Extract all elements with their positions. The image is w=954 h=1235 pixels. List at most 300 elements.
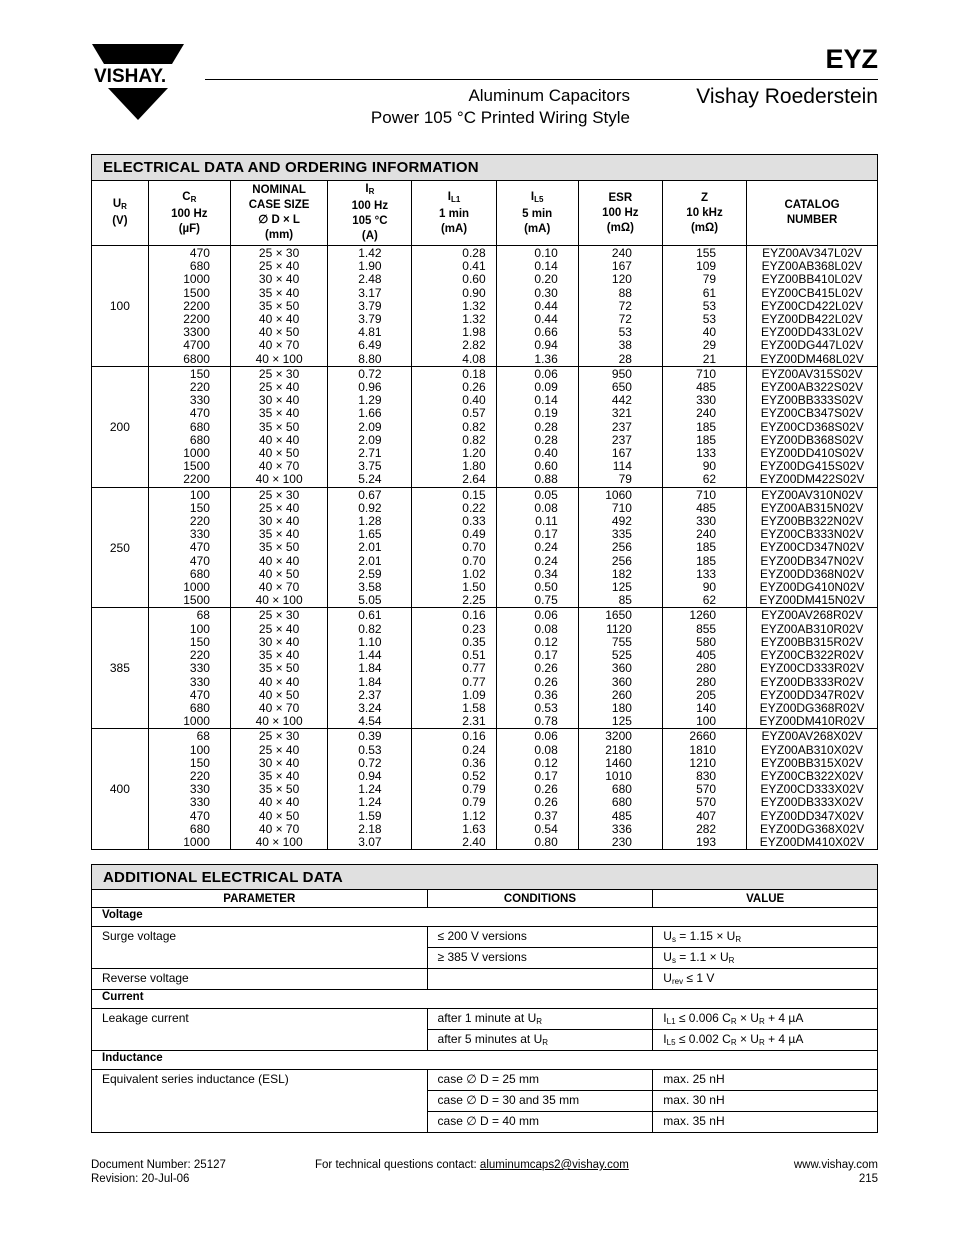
cr-values [148, 729, 230, 850]
table-cell: 0.67 [358, 487, 382, 502]
table-cell: 35 × 50 [258, 661, 300, 676]
table-cell: 90 [702, 459, 717, 474]
cond-surge-200: ≤ 200 V versions [427, 927, 653, 948]
esr-values [578, 487, 662, 608]
table-cell: 0.96 [358, 380, 382, 395]
table-cell: 492 [611, 514, 632, 529]
table-cell: 330 [189, 782, 210, 797]
z-values [662, 366, 746, 487]
table-cell: EYZ00AV315S02V [761, 366, 863, 381]
table-cell: 0.12 [534, 755, 558, 770]
table-cell: EYZ00AV268X02V [761, 729, 863, 744]
table-cell: 1.20 [462, 446, 486, 461]
col-header-ur: $U_R$ (V) [92, 181, 149, 246]
table-cell: EYZ00DD368N02V [760, 566, 865, 581]
table-cell: 30 × 40 [258, 272, 300, 287]
table-cell: 40 × 70 [258, 700, 300, 715]
cond-reverse-voltage [427, 969, 653, 990]
table-cell: 0.16 [462, 729, 486, 744]
col-header-esr: ESR 100 Hz (mΩ) [578, 181, 662, 246]
table-cell: 2.37 [358, 687, 382, 702]
table-cell: 35 × 50 [258, 419, 300, 434]
table-cell: 40 × 50 [258, 808, 300, 823]
table-cell: 220 [189, 380, 210, 395]
value-leakage-1min: $I_{L1} \le 0.006$ $C_R \times U_R + 4$ µA [653, 1009, 878, 1030]
table-cell: 4.08 [462, 351, 486, 366]
catalog-number-values [747, 729, 878, 850]
table-cell: 0.57 [462, 406, 486, 421]
table-cell: EYZ00DD347X02V [760, 808, 864, 823]
voltage-group-row [92, 366, 878, 487]
catalog-number-values [747, 608, 878, 729]
table-cell: 1500 [183, 459, 210, 474]
table-cell: 30 × 40 [258, 514, 300, 529]
table-cell: 88 [618, 285, 632, 300]
table-cell: 2.01 [358, 553, 382, 568]
table-cell: 330 [696, 514, 717, 529]
table-cell: EYZ00DM410X02V [759, 834, 865, 849]
table-cell: 1.32 [462, 298, 486, 313]
il1-values [412, 246, 496, 367]
table-cell: EYZ00DG368X02V [760, 821, 865, 836]
table-cell: 167 [611, 259, 632, 274]
table-cell: 240 [696, 406, 717, 421]
cr-values [148, 246, 230, 367]
table-cell: 30 × 40 [258, 755, 300, 770]
table-cell: 855 [696, 621, 717, 636]
table-cell: 40 × 40 [258, 312, 300, 327]
table-cell: EYZ00BB322N02V [760, 514, 864, 529]
table-cell: 150 [189, 755, 210, 770]
table-cell: EYZ00CD333R02V [760, 661, 865, 676]
table-cell: 68 [196, 729, 210, 744]
table-cell: 1.98 [462, 325, 486, 340]
param-surge-voltage: Surge voltage [92, 927, 428, 969]
table-cell: 35 × 50 [258, 298, 300, 313]
col-header-il1: $I_{L1}$ 1 min (mA) [412, 181, 496, 246]
table-cell: 0.08 [534, 500, 558, 515]
cr-values [148, 487, 230, 608]
col-header-il5: $I_{L5}$ 5 min (mA) [496, 181, 578, 246]
table-cell: 0.44 [534, 298, 558, 313]
table-cell: 407 [696, 808, 717, 823]
table-cell: 2.64 [462, 472, 486, 487]
table-cell: 0.20 [534, 272, 558, 287]
table-cell: 61 [702, 285, 717, 300]
table-cell: 53 [702, 298, 717, 313]
voltage-group-row [92, 487, 878, 608]
table-cell: 1.65 [358, 527, 382, 542]
table-cell: 0.10 [534, 246, 558, 260]
table-cell: 180 [611, 700, 632, 715]
table-cell: EYZ00AV268R02V [761, 608, 863, 623]
value-esl-30-35: max. 30 nH [653, 1091, 878, 1112]
table-cell: 0.28 [462, 246, 486, 260]
cond-leakage-1min: after 1 minute at $U_R$ [427, 1009, 653, 1030]
table-cell: 1.90 [358, 259, 382, 274]
catalog-number-values [747, 366, 878, 487]
table-cell: 0.18 [462, 366, 486, 381]
table-cell: 72 [618, 312, 632, 327]
table-cell: 185 [696, 432, 717, 447]
table-cell: 710 [611, 500, 632, 515]
table-cell: 1000 [183, 580, 210, 595]
table-cell: 35 × 40 [258, 285, 300, 300]
il1-values [412, 366, 496, 487]
param-esl: Equivalent series inductance (ESL) [92, 1070, 428, 1133]
table-cell: 0.19 [534, 406, 558, 421]
case-size-values [230, 487, 327, 608]
table-cell: 0.90 [462, 285, 486, 300]
table-cell: 3.58 [358, 580, 382, 595]
table-cell: 680 [189, 700, 210, 715]
table-cell: 0.34 [534, 566, 558, 581]
table-cell: 1.28 [358, 514, 382, 529]
table-cell: 205 [696, 687, 717, 702]
table-cell: 182 [611, 566, 632, 581]
esr-values [578, 729, 662, 850]
table-cell: 0.80 [534, 834, 558, 849]
column-header-row [92, 181, 878, 246]
table-cell: 1.66 [358, 406, 382, 421]
table-cell: 35 × 40 [258, 527, 300, 542]
cond-leakage-5min: after 5 minutes at $U_R$ [427, 1030, 653, 1051]
table-cell: 62 [702, 593, 717, 608]
table-cell: 35 × 40 [258, 648, 300, 663]
table-cell: 1.36 [534, 351, 558, 366]
ir-values [328, 366, 412, 487]
value-reverse-voltage: $U_{rev} \le 1$ V [653, 969, 878, 990]
table-cell: 1.24 [358, 782, 382, 797]
il5-values [496, 608, 578, 729]
table-cell: EYZ00BB410L02V [761, 272, 863, 287]
table-cell: 1.12 [462, 808, 486, 823]
table-cell: 2.71 [358, 446, 382, 461]
additional-data-table [91, 864, 878, 1133]
table-cell: 0.36 [462, 755, 486, 770]
table-cell: 0.09 [534, 380, 558, 395]
section-title-electrical: ELECTRICAL DATA AND ORDERING INFORMATION [92, 155, 878, 181]
subtitle-line-1: Aluminum Capacitors [468, 86, 630, 105]
website-link[interactable]: www.vishay.com [793, 1159, 878, 1171]
table-cell: EYZ00AB368L02V [761, 259, 863, 274]
table-cell: 35 × 40 [258, 768, 300, 783]
rated-voltage: 385 [92, 608, 149, 729]
table-cell: 0.39 [358, 729, 382, 744]
table-cell: 0.06 [534, 729, 558, 744]
table-cell: EYZ00CB322R02V [760, 648, 864, 663]
table-cell: EYZ00DB368S02V [760, 432, 864, 447]
cond-esl-40: case ∅ D = 40 mm [427, 1112, 653, 1133]
cond-esl-30-35: case ∅ D = 30 and 35 mm [427, 1091, 653, 1112]
table-cell: 1.59 [358, 808, 382, 823]
table-cell: EYZ00DD410S02V [760, 446, 864, 461]
table-cell: 150 [189, 634, 210, 649]
table-cell: 2.09 [358, 432, 382, 447]
table-cell: EYZ00CD422L02V [761, 298, 864, 313]
table-cell: 25 × 30 [258, 487, 300, 502]
table-cell: 0.77 [462, 661, 486, 676]
table-cell: 1.10 [358, 634, 382, 649]
case-size-values [230, 366, 327, 487]
table-cell: 185 [696, 540, 717, 555]
table-cell: 0.36 [534, 687, 558, 702]
table-cell: 680 [611, 782, 632, 797]
catalog-number-values [747, 246, 878, 367]
table-cell: EYZ00DM422S02V [759, 472, 865, 487]
table-cell: 0.26 [534, 782, 558, 797]
table-cell: 40 [702, 325, 717, 340]
table-cell: 3.24 [358, 700, 382, 715]
table-cell: 25 × 30 [258, 729, 300, 744]
table-cell: 25 × 30 [258, 608, 300, 623]
table-cell: 0.66 [534, 325, 558, 340]
table-cell: 2.01 [358, 540, 382, 555]
table-cell: 360 [611, 661, 632, 676]
table-cell: 830 [696, 768, 717, 783]
table-cell: 0.05 [534, 487, 558, 502]
table-cell: 0.70 [462, 540, 486, 555]
table-cell: 0.33 [462, 514, 486, 529]
electrical-data-table [91, 154, 878, 850]
table-cell: 4700 [183, 338, 210, 353]
table-cell: 8.80 [358, 351, 382, 366]
table-cell: 0.72 [358, 755, 382, 770]
table-cell: 5.24 [358, 472, 382, 487]
table-cell: EYZ00CD368S02V [760, 419, 864, 434]
table-cell: 1.42 [358, 246, 382, 260]
rated-voltage: 100 [92, 246, 149, 367]
table-cell: EYZ00DB422L02V [761, 312, 863, 327]
table-cell: 710 [696, 487, 717, 502]
ir-values [328, 608, 412, 729]
table-cell: 0.37 [534, 808, 558, 823]
table-cell: 5.05 [358, 593, 382, 608]
table-cell: 25 × 30 [258, 246, 300, 260]
table-cell: 470 [189, 808, 210, 823]
table-cell: 100 [189, 621, 210, 636]
table-cell: 53 [618, 325, 632, 340]
table-cell: 40 × 70 [258, 459, 300, 474]
table-cell: 3200 [605, 729, 632, 744]
case-size-values [230, 608, 327, 729]
table-cell: 35 × 50 [258, 782, 300, 797]
table-cell: EYZ00BB315X02V [761, 755, 864, 770]
table-cell: EYZ00DD347R02V [760, 687, 865, 702]
table-cell: 6.49 [358, 338, 382, 353]
table-cell: EYZ00CB415L02V [761, 285, 863, 300]
table-cell: EYZ00AB322S02V [761, 380, 864, 395]
esr-values [578, 608, 662, 729]
table-cell: 2660 [689, 729, 717, 744]
rated-voltage: 200 [92, 366, 149, 487]
category-inductance: Inductance [92, 1051, 878, 1070]
table-cell: 3.75 [358, 459, 382, 474]
table-cell: 2.82 [462, 338, 486, 353]
table-cell: 240 [611, 246, 632, 260]
table-cell: 0.92 [358, 500, 382, 515]
table-cell: 230 [611, 834, 632, 849]
table-cell: 485 [611, 808, 632, 823]
table-cell: 29 [702, 338, 717, 353]
table-cell: 470 [189, 540, 210, 555]
table-cell: 0.28 [534, 419, 558, 434]
table-cell: 570 [696, 795, 717, 810]
table-cell: 1500 [183, 593, 210, 608]
table-cell: EYZ00CD347N02V [760, 540, 865, 555]
table-cell: 150 [189, 500, 210, 515]
table-cell: 1000 [183, 834, 210, 849]
table-cell: 0.23 [462, 621, 486, 636]
esr-values [578, 366, 662, 487]
cond-esl-25: case ∅ D = 25 mm [427, 1070, 653, 1091]
value-leakage-5min: $I_{L5} \le 0.002$ $C_R \times U_R + 4$ µA [653, 1030, 878, 1051]
table-cell: 1.50 [462, 580, 486, 595]
table-cell: 0.17 [534, 648, 558, 663]
table-cell: 1.09 [462, 687, 486, 702]
footer-contact [315, 1158, 629, 1172]
table-cell: 282 [696, 821, 717, 836]
table-cell: 330 [189, 674, 210, 689]
table-cell: 321 [611, 406, 632, 421]
table-cell: 1.02 [462, 566, 486, 581]
table-cell: 220 [189, 648, 210, 663]
contact-email-link[interactable]: aluminumcaps2@vishay.com [479, 1159, 629, 1171]
table-cell: 1.24 [358, 795, 382, 810]
value-surge-385: $U_s = 1.1 \times U_R$ [653, 948, 878, 969]
table-cell: 680 [189, 432, 210, 447]
table-cell: 125 [611, 580, 632, 595]
table-cell: 4.81 [358, 325, 382, 340]
subtitle-line-2: Power 105 °C Printed Wiring Style [370, 108, 630, 127]
table-cell: 3.79 [358, 298, 382, 313]
table-cell: EYZ00AV347L02V [762, 246, 862, 260]
table-cell: EYZ00DD433L02V [761, 325, 864, 340]
col-header-catalog-number: CATALOG NUMBER [747, 181, 878, 246]
table-cell: 680 [189, 566, 210, 581]
table-cell: 40 × 40 [258, 674, 300, 689]
il5-values [496, 246, 578, 367]
table-cell: 1.29 [358, 393, 382, 408]
table-cell: 3.17 [358, 285, 382, 300]
table-cell: 0.40 [534, 446, 558, 461]
table-cell: 330 [189, 661, 210, 676]
table-cell: EYZ00DM410R02V [759, 714, 865, 729]
table-cell: 1.80 [462, 459, 486, 474]
il5-values [496, 729, 578, 850]
table-cell: 680 [611, 795, 632, 810]
table-cell: 40 × 40 [258, 795, 300, 810]
table-cell: EYZ00AB310X02V [761, 742, 864, 757]
table-cell: 0.08 [534, 742, 558, 757]
table-cell: 40 × 100 [255, 351, 303, 366]
table-cell: 100 [189, 742, 210, 757]
table-cell: EYZ00DB333X02V [760, 795, 864, 810]
header-rule [205, 79, 878, 80]
table-cell: 0.15 [462, 487, 486, 502]
table-cell: 40 × 100 [255, 472, 303, 487]
table-cell: 237 [611, 432, 632, 447]
logo-text: VISHAY. [94, 66, 167, 87]
table-cell: 650 [611, 380, 632, 395]
table-cell: 21 [702, 351, 717, 366]
table-cell: 680 [189, 259, 210, 274]
table-cell: EYZ00CD333X02V [760, 782, 864, 797]
col-header-cr: $C_R$ 100 Hz (µF) [148, 181, 230, 246]
table-cell: 525 [611, 648, 632, 663]
table-cell: 1000 [183, 714, 210, 729]
table-cell: 0.08 [534, 621, 558, 636]
table-cell: 0.88 [534, 472, 558, 487]
table-cell: 1.84 [358, 674, 382, 689]
table-cell: 580 [696, 634, 717, 649]
table-cell: EYZ00AB310R02V [760, 621, 864, 636]
table-cell: 220 [189, 768, 210, 783]
table-cell: EYZ00DG410N02V [759, 580, 865, 595]
table-cell: 133 [696, 566, 717, 581]
table-cell: EYZ00DG368R02V [759, 700, 865, 715]
table-cell: 680 [189, 821, 210, 836]
table-cell: EYZ00CB347S02V [760, 406, 864, 421]
table-cell: 28 [618, 351, 632, 366]
col-header-ir: $I_R$ 100 Hz 105 °C (A) [328, 181, 412, 246]
table-cell: 256 [611, 553, 632, 568]
table-cell: 0.94 [534, 338, 558, 353]
table-cell: EYZ00DB347N02V [760, 553, 864, 568]
table-cell: 1810 [689, 742, 717, 757]
section-title-additional: ADDITIONAL ELECTRICAL DATA [92, 865, 878, 890]
il5-values [496, 366, 578, 487]
table-cell: 0.17 [534, 527, 558, 542]
voltage-group-row [92, 246, 878, 367]
il1-values [412, 729, 496, 850]
document-number: Document Number: 25127 [91, 1159, 226, 1171]
table-cell: 0.12 [534, 634, 558, 649]
table-cell: 0.17 [534, 768, 558, 783]
table-cell: 0.28 [534, 432, 558, 447]
z-values [662, 729, 746, 850]
table-cell: 0.60 [462, 272, 486, 287]
table-cell: 25 × 40 [258, 500, 300, 515]
table-cell: 30 × 40 [258, 634, 300, 649]
brand-name: Vishay Roederstein [696, 85, 878, 108]
table-cell: 100 [189, 487, 210, 502]
table-cell: EYZ00DB333R02V [760, 674, 864, 689]
table-cell: 2.48 [358, 272, 382, 287]
ir-values [328, 246, 412, 367]
table-cell: 485 [696, 500, 717, 515]
table-cell: 40 × 70 [258, 580, 300, 595]
table-cell: 0.06 [534, 366, 558, 381]
table-cell: 0.26 [534, 674, 558, 689]
il5-values [496, 487, 578, 608]
category-current: Current [92, 990, 878, 1009]
table-cell: 1500 [183, 285, 210, 300]
table-cell: 133 [696, 446, 717, 461]
footer-right [794, 1158, 878, 1186]
series-title: EYZ [825, 44, 878, 74]
table-cell: 38 [618, 338, 632, 353]
table-cell: 330 [189, 393, 210, 408]
table-cell: 114 [612, 459, 632, 474]
table-cell: 0.22 [462, 500, 486, 515]
table-cell: 2.25 [462, 593, 486, 608]
table-cell: 1000 [183, 446, 210, 461]
table-cell: EYZ00DM468L02V [760, 351, 864, 366]
table-cell: 3.79 [358, 312, 382, 327]
table-cell: 470 [189, 406, 210, 421]
table-cell: EYZ00CB333N02V [760, 527, 864, 542]
